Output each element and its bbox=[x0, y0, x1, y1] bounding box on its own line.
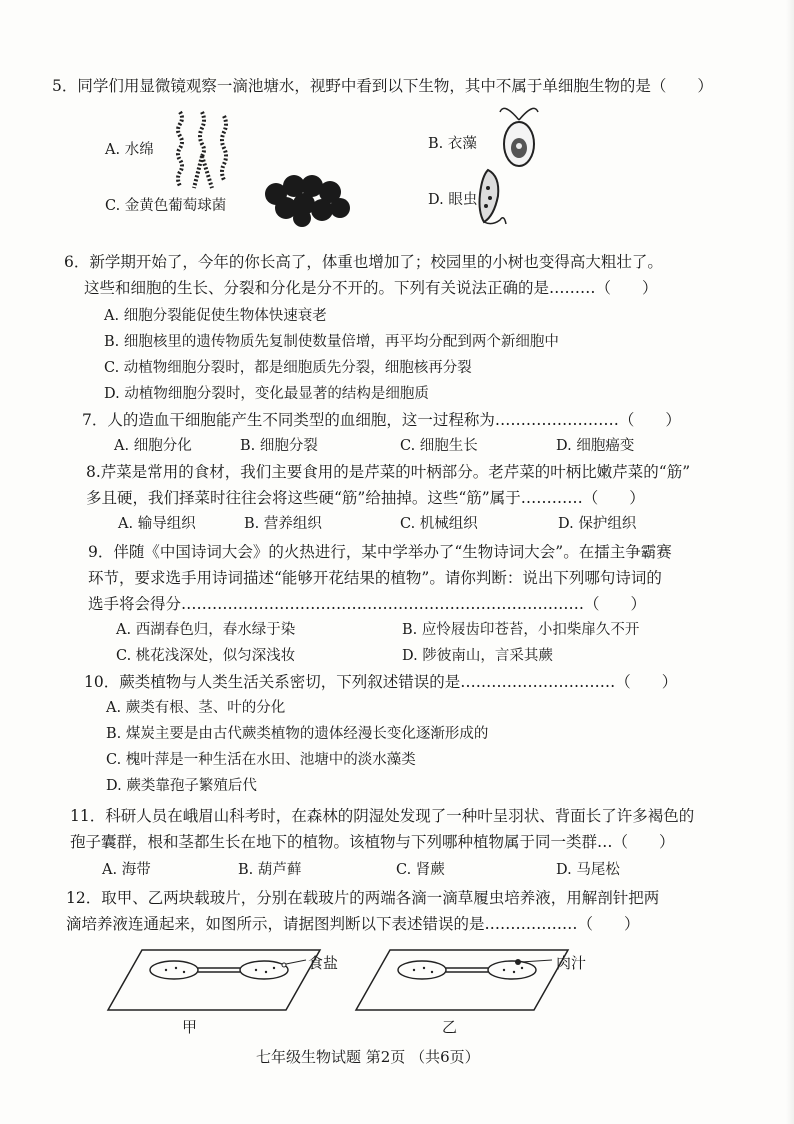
q11-option-d: D. 马尾松 bbox=[556, 862, 620, 878]
q8-option-d: D. 保护组织 bbox=[558, 516, 637, 532]
q10-option-a: A. 蕨类有根、茎、叶的分化 bbox=[106, 700, 286, 716]
q7-option-c: C. 细胞生长 bbox=[400, 438, 478, 454]
q12-stem-line1: 12．取甲、乙两块载玻片，分别在载玻片的两端各滴一滴草履虫培养液，用解剖针把两 bbox=[66, 889, 660, 907]
q11-option-c: C. 肾蕨 bbox=[396, 862, 445, 878]
chlamydomonas-illustration bbox=[494, 98, 544, 170]
q8-option-a: A. 输导组织 bbox=[118, 516, 196, 532]
q5-option-d: D. 眼虫 bbox=[428, 192, 478, 208]
q8-stem-line2: 多且硬，我们择菜时往往会将这些硬“筋”给抽掉。这些“筋”属于…………（ ） bbox=[86, 489, 645, 507]
q6-option-d: D. 动植物细胞分裂时，变化最显著的结构是细胞质 bbox=[104, 386, 429, 402]
q7-option-a: A. 细胞分化 bbox=[114, 438, 192, 454]
label-salt: 食盐 bbox=[308, 954, 339, 972]
q9-option-b: B. 应怜屐齿印苍苔，小扣柴扉久不开 bbox=[402, 622, 640, 638]
slide-yi-diagram bbox=[352, 946, 572, 1016]
label-jia: 甲 bbox=[182, 1018, 198, 1036]
q12-stem-line2: 滴培养液连通起来，如图所示，请据图判断以下表述错误的是………………（ ） bbox=[66, 915, 640, 933]
slide-jia-diagram bbox=[104, 946, 324, 1016]
label-broth: 肉汁 bbox=[556, 954, 587, 972]
label-yi: 乙 bbox=[442, 1018, 458, 1036]
euglena-illustration bbox=[470, 166, 510, 228]
q5-stem: 5．同学们用显微镜观察一滴池塘水，视野中看到以下生物，其中不属于单细胞生物的是（ ） bbox=[52, 77, 713, 95]
q6-option-b: B. 细胞核里的遗传物质先复制使数量倍增，再平均分配到两个新细胞中 bbox=[104, 334, 559, 350]
q6-stem-line2: 这些和细胞的生长、分裂和分化是分不开的。下列有关说法正确的是………（ ） bbox=[84, 279, 658, 297]
q10-option-c: C. 槐叶萍是一种生活在水田、池塘中的淡水藻类 bbox=[106, 752, 416, 768]
q10-option-d: D. 蕨类靠孢子繁殖后代 bbox=[106, 778, 257, 794]
q9-option-d: D. 陟彼南山，言采其蕨 bbox=[402, 648, 553, 664]
q7-option-b: B. 细胞分裂 bbox=[240, 438, 318, 454]
q11-stem-line2: 孢子囊群，根和茎都生长在地下的植物。该植物与下列哪种植物属于同一类群…（ ） bbox=[70, 833, 675, 851]
q7-stem: 7．人的造血干细胞能产生不同类型的血细胞，这一过程称为……………………（ ） bbox=[82, 411, 681, 429]
q6-stem-line1: 6．新学期开始了，今年的你长高了，体重也增加了；校园里的小树也变得高大粗壮了。 bbox=[64, 253, 663, 271]
spirogyra-illustration bbox=[172, 110, 234, 190]
staphylococcus-illustration bbox=[262, 172, 352, 228]
q8-stem-line1: 8.芹菜是常用的食材，我们主要食用的是芹菜的叶柄部分。老芹菜的叶柄比嫩芹菜的“筋” bbox=[86, 463, 691, 481]
q8-option-b: B. 营养组织 bbox=[244, 516, 322, 532]
q7-option-d: D. 细胞癌变 bbox=[556, 438, 635, 454]
q11-option-a: A. 海带 bbox=[102, 862, 151, 878]
page-footer: 七年级生物试题 第2页 （共6页） bbox=[256, 1048, 480, 1066]
q5-option-a: A. 水绵 bbox=[105, 142, 154, 158]
q10-option-b: B. 煤炭主要是由古代蕨类植物的遗体经漫长变化逐渐形成的 bbox=[106, 726, 489, 742]
q11-stem-line1: 11．科研人员在峨眉山科考时，在森林的阴湿处发现了一种叶呈羽状、背面长了许多褐色的 bbox=[70, 807, 695, 825]
q9-stem-line1: 9．伴随《中国诗词大会》的火热进行，某中学举办了“生物诗词大会”。在擂主争霸赛 bbox=[88, 543, 672, 561]
q6-option-a: A. 细胞分裂能促使生物体快速衰老 bbox=[104, 308, 327, 324]
q10-stem: 10．蕨类植物与人类生活关系密切，下列叙述错误的是…………………………（ ） bbox=[84, 673, 678, 691]
q8-option-c: C. 机械组织 bbox=[400, 516, 478, 532]
q11-option-b: B. 葫芦藓 bbox=[238, 862, 302, 878]
q6-option-c: C. 动植物细胞分裂时，都是细胞质先分裂，细胞核再分裂 bbox=[104, 360, 472, 376]
q9-stem-line3: 选手将会得分……………………………………………………………………（ ） bbox=[88, 595, 647, 613]
q9-option-a: A. 西湖春色归，春水绿于染 bbox=[116, 622, 296, 638]
q9-option-c: C. 桃花浅深处，似匀深浅妆 bbox=[116, 648, 296, 664]
q5-option-b: B. 衣藻 bbox=[428, 136, 477, 152]
q9-stem-line2: 环节，要求选手用诗词描述“能够开花结果的植物”。请你判断：说出下列哪句诗词的 bbox=[88, 569, 662, 587]
q5-option-c: C. 金黄色葡萄球菌 bbox=[105, 198, 227, 214]
scan-edge-shadow bbox=[786, 0, 794, 1124]
